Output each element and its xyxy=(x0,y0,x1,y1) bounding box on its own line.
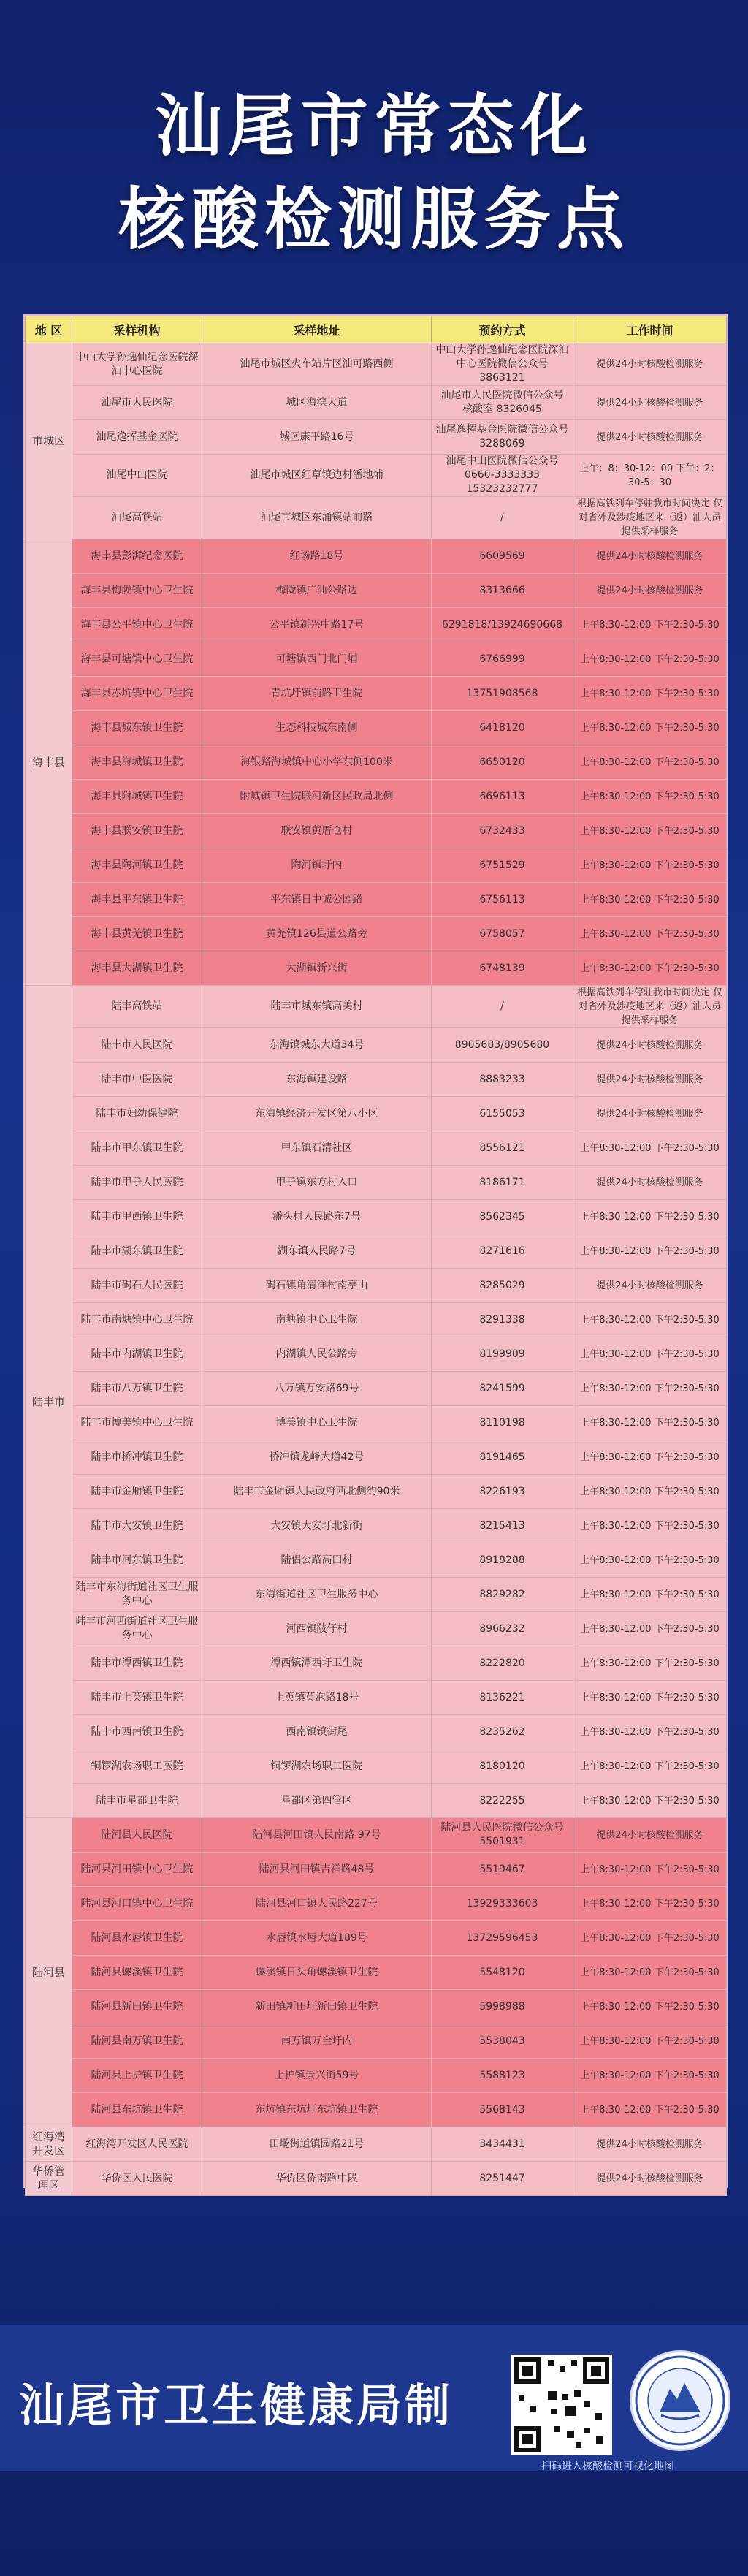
booking-cell: 8271616 xyxy=(432,1234,573,1269)
hours-cell: 提供24小时核酸检测服务 xyxy=(573,539,727,574)
booking-cell: / xyxy=(432,497,573,539)
address-cell: 青坑圩镇前路卫生院 xyxy=(202,677,432,711)
header-booking: 预约方式 xyxy=(432,316,573,343)
booking-cell: 8918288 xyxy=(432,1543,573,1578)
header-district: 地 区 xyxy=(26,316,72,343)
table-row xyxy=(26,608,727,642)
hours-cell: 上午8:30-12:00 下午2:30-5:30 xyxy=(573,1440,727,1475)
hours-cell: 提供24小时核酸检测服务 xyxy=(573,1166,727,1200)
table-row xyxy=(26,1612,727,1646)
hours-cell: 提供24小时核酸检测服务 xyxy=(573,1063,727,1097)
address-cell: 水唇镇水唇大道189号 xyxy=(202,1921,432,1956)
hours-cell: 上午8:30-12:00 下午2:30-5:30 xyxy=(573,711,727,745)
table-row xyxy=(26,343,727,386)
org-cell: 海丰县联安镇卫生院 xyxy=(72,814,202,848)
hours-cell: 上午8:30-12:00 下午2:30-5:30 xyxy=(573,1200,727,1234)
org-cell: 陆丰市西南镇卫生院 xyxy=(72,1715,202,1749)
hours-cell: 上午8:30-12:00 下午2:30-5:30 xyxy=(573,917,727,951)
org-cell: 陆丰市人民医院 xyxy=(72,1028,202,1063)
table-row xyxy=(26,2127,727,2162)
address-cell: 星都区第四管区 xyxy=(202,1784,432,1818)
hours-cell: 提供24小时核酸检测服务 xyxy=(573,1269,727,1303)
table-row xyxy=(26,1234,727,1269)
hours-cell: 上午8:30-12:00 下午2:30-5:30 xyxy=(573,677,727,711)
health-bureau-logo-icon xyxy=(630,2350,730,2451)
hours-cell: 提供24小时核酸检测服务 xyxy=(573,420,727,455)
org-cell: 陆河县人民医院 xyxy=(72,1818,202,1853)
booking-cell: 8291338 xyxy=(432,1303,573,1337)
table-row xyxy=(26,1028,727,1063)
table-row xyxy=(26,951,727,986)
booking-cell: 陆河县人民医院微信公众号 5501931 xyxy=(432,1818,573,1853)
address-cell: 铜锣湖农场职工医院 xyxy=(202,1749,432,1784)
address-cell: 汕尾市城区火车站片区汕可路西侧 xyxy=(202,343,432,386)
table-body xyxy=(26,343,727,2196)
hours-cell: 提供24小时核酸检测服务 xyxy=(573,2162,727,2196)
table-row xyxy=(26,1646,727,1681)
table-row xyxy=(26,1097,727,1131)
org-cell: 陆丰市星都卫生院 xyxy=(72,1784,202,1818)
org-cell: 陆河县东坑镇卫生院 xyxy=(72,2093,202,2127)
address-cell: 西南镇镇街尾 xyxy=(202,1715,432,1749)
table-row xyxy=(26,420,727,455)
address-cell: 大安镇大安圩北新街 xyxy=(202,1509,432,1543)
hours-cell: 根据高铁列车停驻我市时间决定 仅对省外及涉疫地区来（返）汕人员提供采样服务 xyxy=(573,986,727,1028)
org-cell: 陆河县螺溪镇卫生院 xyxy=(72,1956,202,1990)
address-cell: 汕尾市城区红草镇边村潘地埔 xyxy=(202,455,432,497)
district-cell: 华侨管理区 xyxy=(26,2162,72,2196)
table-row xyxy=(26,1578,727,1612)
org-cell: 陆丰市河东镇卫生院 xyxy=(72,1543,202,1578)
booking-cell: 13751908568 xyxy=(432,677,573,711)
address-cell: 甲东镇石清社区 xyxy=(202,1131,432,1166)
address-cell: 东海镇城东大道34号 xyxy=(202,1028,432,1063)
table-row xyxy=(26,574,727,608)
table-row xyxy=(26,2162,727,2196)
address-cell: 上英镇英泡路18号 xyxy=(202,1681,432,1715)
address-cell: 博美镇中心卫生院 xyxy=(202,1406,432,1440)
table-row xyxy=(26,1166,727,1200)
booking-cell: 8966232 xyxy=(432,1612,573,1646)
hours-cell: 上午8:30-12:00 下午2:30-5:30 xyxy=(573,1853,727,1887)
org-cell: 海丰县黄羌镇卫生院 xyxy=(72,917,202,951)
org-cell: 陆丰市湖东镇卫生院 xyxy=(72,1234,202,1269)
header-hours: 工作时间 xyxy=(573,316,727,343)
district-cell: 海丰县 xyxy=(26,539,72,986)
address-cell: 湖东镇人民路7号 xyxy=(202,1234,432,1269)
org-cell: 华侨区人民医院 xyxy=(72,2162,202,2196)
address-cell: 附城镇卫生院联河新区民政局北侧 xyxy=(202,780,432,814)
org-cell: 陆丰市桥冲镇卫生院 xyxy=(72,1440,202,1475)
org-cell: 陆丰市妇幼保健院 xyxy=(72,1097,202,1131)
org-cell: 陆丰市博美镇中心卫生院 xyxy=(72,1406,202,1440)
address-cell: 陆河县河田镇吉祥路48号 xyxy=(202,1853,432,1887)
hours-cell: 上午8:30-12:00 下午2:30-5:30 xyxy=(573,1715,727,1749)
address-cell: 桥冲镇龙峰大道42号 xyxy=(202,1440,432,1475)
table-row xyxy=(26,1475,727,1509)
page-title-line1: 汕尾市常态化 xyxy=(154,87,593,165)
address-cell: 东海街道社区卫生服务中心 xyxy=(202,1578,432,1612)
booking-cell: 6696113 xyxy=(432,780,573,814)
hours-cell: 上午8:30-12:00 下午2:30-5:30 xyxy=(573,1578,727,1612)
org-cell: 海丰县公平镇中心卫生院 xyxy=(72,608,202,642)
booking-cell: 8556121 xyxy=(432,1131,573,1166)
table-row xyxy=(26,1681,727,1715)
booking-cell: 8215413 xyxy=(432,1509,573,1543)
org-cell: 汕尾市人民医院 xyxy=(72,386,202,420)
hours-cell: 上午8:30-12:00 下午2:30-5:30 xyxy=(573,951,727,986)
table-row xyxy=(26,1853,727,1887)
hours-cell: 上午8:30-12:00 下午2:30-5:30 xyxy=(573,1921,727,1956)
org-cell: 海丰县可塘镇中心卫生院 xyxy=(72,642,202,677)
booking-cell: 8905683/8905680 xyxy=(432,1028,573,1063)
booking-cell: 6155053 xyxy=(432,1097,573,1131)
booking-cell: 5548120 xyxy=(432,1956,573,1990)
hours-cell: 上午8:30-12:00 下午2:30-5:30 xyxy=(573,1372,727,1406)
org-cell: 海丰县梅陇镇中心卫生院 xyxy=(72,574,202,608)
org-cell: 汕尾高铁站 xyxy=(72,497,202,539)
table-row xyxy=(26,1749,727,1784)
booking-cell: 6609569 xyxy=(432,539,573,574)
booking-cell: 汕尾中山医院微信公众号 0660-3333333 15323232777 xyxy=(432,455,573,497)
org-cell: 海丰县彭湃纪念医院 xyxy=(72,539,202,574)
org-cell: 陆河县河田镇中心卫生院 xyxy=(72,1853,202,1887)
table-header-row xyxy=(26,316,727,343)
table-row xyxy=(26,1921,727,1956)
table-row xyxy=(26,1440,727,1475)
org-cell: 陆丰市甲子人民医院 xyxy=(72,1166,202,1200)
district-cell: 红海湾开发区 xyxy=(26,2127,72,2162)
hours-cell: 上午8:30-12:00 下午2:30-5:30 xyxy=(573,1337,727,1372)
org-cell: 陆丰市南塘镇中心卫生院 xyxy=(72,1303,202,1337)
address-cell: 东坑镇东坑圩东坑镇卫生院 xyxy=(202,2093,432,2127)
district-cell: 陆丰市 xyxy=(26,986,72,1818)
table-row xyxy=(26,745,727,780)
org-cell: 陆丰市内湖镇卫生院 xyxy=(72,1337,202,1372)
hours-cell: 上午8:30-12:00 下午2:30-5:30 xyxy=(573,1784,727,1818)
address-cell: 陆侣公路高田村 xyxy=(202,1543,432,1578)
hours-cell: 上午8:30-12:00 下午2:30-5:30 xyxy=(573,780,727,814)
address-cell: 红场路18号 xyxy=(202,539,432,574)
booking-cell: 13929333603 xyxy=(432,1887,573,1921)
org-cell: 海丰县陶河镇卫生院 xyxy=(72,848,202,883)
hours-cell: 上午8:30-12:00 下午2:30-5:30 xyxy=(573,1131,727,1166)
table-row xyxy=(26,780,727,814)
booking-cell: 8251447 xyxy=(432,2162,573,2196)
org-cell: 陆丰市碣石人民医院 xyxy=(72,1269,202,1303)
booking-cell: 5588123 xyxy=(432,2059,573,2093)
address-cell: 平东镇日中诚公园路 xyxy=(202,883,432,917)
address-cell: 甲子镇东方村入口 xyxy=(202,1166,432,1200)
table-row xyxy=(26,711,727,745)
table-row xyxy=(26,1990,727,2024)
booking-cell: 8226193 xyxy=(432,1475,573,1509)
address-cell: 碣石镇角清洋村南亭山 xyxy=(202,1269,432,1303)
address-cell: 田墘街道镇园路21号 xyxy=(202,2127,432,2162)
address-cell: 八万镇万安路69号 xyxy=(202,1372,432,1406)
hours-cell: 提供24小时核酸检测服务 xyxy=(573,386,727,420)
address-cell: 潭西镇潭西圩卫生院 xyxy=(202,1646,432,1681)
hours-cell: 提供24小时核酸检测服务 xyxy=(573,574,727,608)
qr-caption: 扫码进入核酸检测可视化地图 xyxy=(541,2461,674,2472)
hours-cell: 提供24小时核酸检测服务 xyxy=(573,1028,727,1063)
table-row xyxy=(26,1372,727,1406)
table-row xyxy=(26,1509,727,1543)
address-cell: 梅陇镇广汕公路边 xyxy=(202,574,432,608)
booking-cell: 8199909 xyxy=(432,1337,573,1372)
header-org: 采样机构 xyxy=(72,316,202,343)
org-cell: 陆丰市甲西镇卫生院 xyxy=(72,1200,202,1234)
hours-cell: 上午8:30-12:00 下午2:30-5:30 xyxy=(573,745,727,780)
booking-cell: 8241599 xyxy=(432,1372,573,1406)
address-cell: 潘头村人民路东7号 xyxy=(202,1200,432,1234)
booking-cell: 6756113 xyxy=(432,883,573,917)
hours-cell: 上午8:30-12:00 下午2:30-5:30 xyxy=(573,1681,727,1715)
header xyxy=(0,0,748,307)
footer xyxy=(0,2325,748,2471)
hours-cell: 上午8:30-12:00 下午2:30-5:30 xyxy=(573,1646,727,1681)
booking-cell: 8562345 xyxy=(432,1200,573,1234)
table-row xyxy=(26,1784,727,1818)
org-cell: 陆河县水唇镇卫生院 xyxy=(72,1921,202,1956)
table-row xyxy=(26,455,727,497)
hours-cell: 上午8:30-12:00 下午2:30-5:30 xyxy=(573,1543,727,1578)
table-row xyxy=(26,1337,727,1372)
hours-cell: 提供24小时核酸检测服务 xyxy=(573,343,727,386)
org-cell: 中山大学孙逸仙纪念医院深汕中心医院 xyxy=(72,343,202,386)
hours-cell: 上午8:30-12:00 下午2:30-5:30 xyxy=(573,1509,727,1543)
address-cell: 河西镇陂仔村 xyxy=(202,1612,432,1646)
qr-code-icon[interactable] xyxy=(511,2355,612,2455)
booking-cell: 中山大学孙逸仙纪念医院深汕中心医院微信公众号 3863121 xyxy=(432,343,573,386)
table-row xyxy=(26,814,727,848)
address-cell: 陆丰市城东镇高美村 xyxy=(202,986,432,1028)
hours-cell: 上午：8：30-12：00 下午：2：30-5：30 xyxy=(573,455,727,497)
booking-cell: 6758057 xyxy=(432,917,573,951)
booking-cell: 8222820 xyxy=(432,1646,573,1681)
org-cell: 汕尾中山医院 xyxy=(72,455,202,497)
booking-cell: 汕尾逸挥基金医院微信公众号 3288069 xyxy=(432,420,573,455)
hours-cell: 上午8:30-12:00 下午2:30-5:30 xyxy=(573,2024,727,2059)
booking-cell: 6766999 xyxy=(432,642,573,677)
org-cell: 海丰县附城镇卫生院 xyxy=(72,780,202,814)
address-cell: 南塘镇中心卫生院 xyxy=(202,1303,432,1337)
booking-cell: 5538043 xyxy=(432,2024,573,2059)
org-cell: 陆丰市上英镇卫生院 xyxy=(72,1681,202,1715)
district-cell: 市城区 xyxy=(26,343,72,539)
footer-title: 汕尾市卫生健康局制 xyxy=(19,2379,454,2432)
address-cell: 生态科技城东南侧 xyxy=(202,711,432,745)
address-cell: 陆河县河田镇人民南路 97号 xyxy=(202,1818,432,1853)
hours-cell: 上午8:30-12:00 下午2:30-5:30 xyxy=(573,2093,727,2127)
address-cell: 城区海滨大道 xyxy=(202,386,432,420)
org-cell: 陆丰市甲东镇卫生院 xyxy=(72,1131,202,1166)
booking-cell: 6751529 xyxy=(432,848,573,883)
table-row xyxy=(26,1715,727,1749)
booking-cell: 5998988 xyxy=(432,1990,573,2024)
table-row xyxy=(26,642,727,677)
hours-cell: 上午8:30-12:00 下午2:30-5:30 xyxy=(573,2059,727,2093)
hours-cell: 上午8:30-12:00 下午2:30-5:30 xyxy=(573,883,727,917)
address-cell: 汕尾市城区东涌镇站前路 xyxy=(202,497,432,539)
table-row xyxy=(26,1063,727,1097)
booking-cell: 6418120 xyxy=(432,711,573,745)
table-row xyxy=(26,1818,727,1853)
table-row xyxy=(26,1269,727,1303)
org-cell: 海丰县赤坑镇中心卫生院 xyxy=(72,677,202,711)
hours-cell: 上午8:30-12:00 下午2:30-5:30 xyxy=(573,814,727,848)
address-cell: 东海镇建设路 xyxy=(202,1063,432,1097)
org-cell: 海丰县海城镇卫生院 xyxy=(72,745,202,780)
org-cell: 铜锣湖农场职工医院 xyxy=(72,1749,202,1784)
hours-cell: 根据高铁列车停驻我市时间决定 仅对省外及涉疫地区来（返）汕人员提供采样服务 xyxy=(573,497,727,539)
booking-cell: 8235262 xyxy=(432,1715,573,1749)
org-cell: 陆丰市八万镇卫生院 xyxy=(72,1372,202,1406)
address-cell: 螺溪镇日头角螺溪镇卫生院 xyxy=(202,1956,432,1990)
hours-cell: 上午8:30-12:00 下午2:30-5:30 xyxy=(573,1956,727,1990)
org-cell: 陆丰市东海街道社区卫生服务中心 xyxy=(72,1578,202,1612)
org-cell: 陆丰高铁站 xyxy=(72,986,202,1028)
address-cell: 城区康平路16号 xyxy=(202,420,432,455)
address-cell: 陆丰市金厢镇人民政府西北侧约90米 xyxy=(202,1475,432,1509)
address-cell: 南万镇万全圩内 xyxy=(202,2024,432,2059)
table-row xyxy=(26,1956,727,1990)
address-cell: 东海镇经济开发区第八小区 xyxy=(202,1097,432,1131)
address-cell: 可塘镇西门北门埔 xyxy=(202,642,432,677)
hours-cell: 上午8:30-12:00 下午2:30-5:30 xyxy=(573,1612,727,1646)
org-cell: 陆丰市中医医院 xyxy=(72,1063,202,1097)
table-row xyxy=(26,917,727,951)
table-row xyxy=(26,848,727,883)
org-cell: 陆丰市金厢镇卫生院 xyxy=(72,1475,202,1509)
booking-cell: 5519467 xyxy=(432,1853,573,1887)
hours-cell: 上午8:30-12:00 下午2:30-5:30 xyxy=(573,1990,727,2024)
address-cell: 公平镇新兴中路17号 xyxy=(202,608,432,642)
address-cell: 陶河镇圩内 xyxy=(202,848,432,883)
booking-cell: 8180120 xyxy=(432,1749,573,1784)
hours-cell: 上午8:30-12:00 下午2:30-5:30 xyxy=(573,642,727,677)
hours-cell: 上午8:30-12:00 下午2:30-5:30 xyxy=(573,1749,727,1784)
table-row xyxy=(26,677,727,711)
booking-cell: 8110198 xyxy=(432,1406,573,1440)
hours-cell: 上午8:30-12:00 下午2:30-5:30 xyxy=(573,608,727,642)
booking-cell: / xyxy=(432,986,573,1028)
table-row xyxy=(26,2024,727,2059)
org-cell: 陆河县河口镇中心卫生院 xyxy=(72,1887,202,1921)
org-cell: 海丰县城东镇卫生院 xyxy=(72,711,202,745)
hours-cell: 提供24小时核酸检测服务 xyxy=(573,1097,727,1131)
table-row xyxy=(26,1543,727,1578)
hours-cell: 上午8:30-12:00 下午2:30-5:30 xyxy=(573,1887,727,1921)
org-cell: 陆丰市河西街道社区卫生服务中心 xyxy=(72,1612,202,1646)
hours-cell: 上午8:30-12:00 下午2:30-5:30 xyxy=(573,1303,727,1337)
booking-cell: 8136221 xyxy=(432,1681,573,1715)
header-addr: 采样地址 xyxy=(202,316,432,343)
table-row xyxy=(26,1406,727,1440)
table-row xyxy=(26,1131,727,1166)
district-cell: 陆河县 xyxy=(26,1818,72,2127)
org-cell: 陆丰市潭西镇卫生院 xyxy=(72,1646,202,1681)
address-cell: 黄羌镇126县道公路旁 xyxy=(202,917,432,951)
booking-cell: 8829282 xyxy=(432,1578,573,1612)
hours-cell: 提供24小时核酸检测服务 xyxy=(573,2127,727,2162)
hours-cell: 上午8:30-12:00 下午2:30-5:30 xyxy=(573,1234,727,1269)
hours-cell: 上午8:30-12:00 下午2:30-5:30 xyxy=(573,1475,727,1509)
address-cell: 海银路海城镇中心小学东侧100米 xyxy=(202,745,432,780)
booking-cell: 8222255 xyxy=(432,1784,573,1818)
booking-cell: 3434431 xyxy=(432,2127,573,2162)
booking-cell: 5568143 xyxy=(432,2093,573,2127)
table-row xyxy=(26,1303,727,1337)
table-row xyxy=(26,2059,727,2093)
address-cell: 新田镇新田圩新田镇卫生院 xyxy=(202,1990,432,2024)
booking-cell: 8313666 xyxy=(432,574,573,608)
booking-cell: 8285029 xyxy=(432,1269,573,1303)
table-row xyxy=(26,539,727,574)
service-point-table xyxy=(23,314,728,2192)
booking-cell: 8191465 xyxy=(432,1440,573,1475)
address-cell: 上护镇景兴街59号 xyxy=(202,2059,432,2093)
table-row xyxy=(26,2093,727,2127)
table-row xyxy=(26,386,727,420)
hours-cell: 上午8:30-12:00 下午2:30-5:30 xyxy=(573,1406,727,1440)
hours-cell: 提供24小时核酸检测服务 xyxy=(573,1818,727,1853)
address-cell: 大湖镇新兴街 xyxy=(202,951,432,986)
org-cell: 陆河县上护镇卫生院 xyxy=(72,2059,202,2093)
booking-cell: 汕尾市人民医院微信公众号 核酸室 8326045 xyxy=(432,386,573,420)
address-cell: 内湖镇人民公路旁 xyxy=(202,1337,432,1372)
address-cell: 联安镇黄厝仓村 xyxy=(202,814,432,848)
page-title-line2: 核酸检测服务点 xyxy=(118,181,630,259)
address-cell: 陆河县河口镇人民路227号 xyxy=(202,1887,432,1921)
table-row xyxy=(26,986,727,1028)
org-cell: 陆河县南万镇卫生院 xyxy=(72,2024,202,2059)
booking-cell: 13729596453 xyxy=(432,1921,573,1956)
booking-cell: 6291818/13924690668 xyxy=(432,608,573,642)
org-cell: 陆丰市大安镇卫生院 xyxy=(72,1509,202,1543)
table-row xyxy=(26,1200,727,1234)
booking-cell: 8186171 xyxy=(432,1166,573,1200)
table-row xyxy=(26,883,727,917)
booking-cell: 6748139 xyxy=(432,951,573,986)
org-cell: 汕尾逸挥基金医院 xyxy=(72,420,202,455)
booking-cell: 6650120 xyxy=(432,745,573,780)
booking-cell: 6732433 xyxy=(432,814,573,848)
table xyxy=(25,316,727,2196)
org-cell: 陆河县新田镇卫生院 xyxy=(72,1990,202,2024)
table-row xyxy=(26,497,727,539)
table-row xyxy=(26,1887,727,1921)
address-cell: 华侨区侨南路中段 xyxy=(202,2162,432,2196)
hours-cell: 上午8:30-12:00 下午2:30-5:30 xyxy=(573,848,727,883)
booking-cell: 8883233 xyxy=(432,1063,573,1097)
org-cell: 海丰县平东镇卫生院 xyxy=(72,883,202,917)
org-cell: 红海湾开发区人民医院 xyxy=(72,2127,202,2162)
org-cell: 海丰县大湖镇卫生院 xyxy=(72,951,202,986)
